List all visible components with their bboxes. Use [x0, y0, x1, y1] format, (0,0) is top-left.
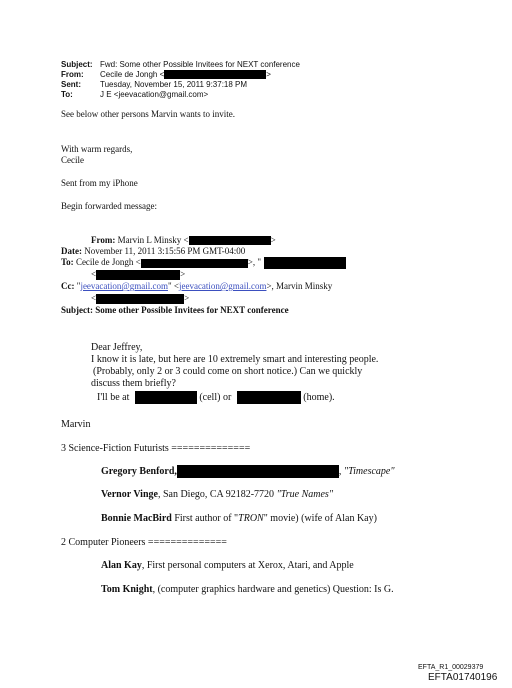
sent-from-line: Sent from my iPhone — [61, 178, 138, 188]
from-value: Cecile de Jongh < — [100, 70, 165, 79]
phone-intro: I'll be at — [97, 391, 130, 403]
benford-book: "Timescape" — [343, 465, 395, 477]
redaction-box — [264, 257, 346, 269]
redaction-box — [96, 270, 180, 280]
knight-entry — [101, 584, 394, 596]
fwd-to-row — [61, 257, 346, 269]
redaction-box — [237, 391, 301, 404]
redaction-box — [96, 294, 184, 304]
redaction-box — [164, 70, 266, 79]
fwd-date-value: November 11, 2011 3:15:56 PM GMT-04:00 — [84, 246, 246, 256]
to-value: J E <jeevacation@gmail.com> — [100, 90, 209, 99]
letter-line-4 — [97, 391, 335, 404]
kay-desc: , First personal computers at Xerox, Atari, and Apple — [141, 560, 354, 571]
benford-entry — [101, 465, 395, 478]
fwd-from-label: From: — [91, 235, 116, 245]
macbird-desc-a: First author of " — [171, 513, 239, 524]
fwd-subject-label: Subject: — [61, 305, 93, 315]
cc-email-link[interactable]: jeevacation@gmail.com — [178, 281, 267, 291]
letter-line-1: I know it is late, but here are 10 extremely smart and interesting people. — [91, 354, 379, 365]
fwd-cc-cont — [91, 293, 189, 304]
kay-name: Alan Kay — [101, 560, 142, 571]
fwd-from-value: Marvin L Minsky < — [117, 235, 189, 245]
fwd-gt: > — [184, 293, 190, 303]
bates-ref-1: EFTA_R1_00029379 — [418, 664, 484, 671]
from-close: > — [266, 70, 271, 79]
sender-name: Cecile — [61, 155, 84, 165]
sent-row — [61, 80, 300, 90]
to-label: To: — [61, 90, 73, 99]
kay-entry — [101, 560, 354, 572]
fwd-lt: < — [91, 293, 97, 303]
from-row — [61, 70, 300, 80]
vinge-book: "True Names" — [276, 489, 334, 500]
phone-cell: (cell) or — [199, 391, 232, 403]
phone-home: (home). — [303, 391, 335, 403]
pioneers-heading: 2 Computer Pioneers ============== — [61, 537, 227, 548]
knight-name: Tom Knight — [101, 584, 153, 595]
vinge-location: , San Diego, CA 92182-7720 — [157, 489, 275, 500]
from-label: From: — [61, 70, 84, 79]
benford-name: Gregory Benford, — [101, 465, 177, 477]
fwd-cc-row — [61, 281, 332, 292]
fwd-from-row — [91, 235, 276, 246]
to-row — [61, 90, 300, 100]
macbird-book: TRON — [238, 513, 264, 524]
fwd-date-label: Date: — [61, 246, 82, 256]
redaction-box — [135, 391, 197, 404]
fwd-to-cont — [91, 269, 185, 280]
vinge-entry — [101, 489, 333, 501]
bates-ref-2: EFTA01740196 — [428, 672, 498, 683]
fwd-gt: > — [180, 269, 186, 279]
fwd-date-row — [61, 246, 245, 257]
vinge-name: Vernor Vinge — [101, 489, 158, 500]
letter-line-3: discuss them briefly? — [91, 378, 176, 389]
regards-line: With warm regards, — [61, 144, 133, 154]
scifi-heading: 3 Science-Fiction Futurists ============== — [61, 443, 251, 454]
sent-value: Tuesday, November 15, 2011 9:37:18 PM — [100, 80, 248, 89]
fwd-from-close: > — [270, 235, 276, 245]
fwd-to-label: To: — [61, 257, 74, 268]
fwd-subject-value: Some other Possible Invitees for NEXT conference — [95, 305, 289, 315]
fwd-cc-label: Cc: — [61, 281, 75, 291]
fwd-lt: < — [91, 269, 97, 279]
benford-sep: , — [338, 465, 342, 477]
subject-value: Fwd: Some other Possible Invitees for NEXT conference — [100, 60, 300, 69]
cc-email-link[interactable]: jeevacation@gmail.com — [80, 281, 168, 291]
knight-desc: , (computer graphics hardware and genetics) Question: Is G. — [152, 584, 394, 595]
macbird-entry — [101, 513, 377, 525]
email-header — [61, 60, 300, 100]
macbird-name: Bonnie MacBird — [101, 513, 172, 524]
cc-quote: " — [76, 281, 81, 291]
cc-tail: >, Marvin Minsky — [266, 281, 333, 291]
subject-label: Subject: — [61, 60, 93, 69]
begin-forwarded: Begin forwarded message: — [61, 201, 157, 211]
redaction-box — [177, 465, 339, 478]
sent-label: Sent: — [61, 80, 81, 89]
intro-line: See below other persons Marvin wants to invite. — [61, 109, 235, 119]
fwd-subject-row — [61, 305, 289, 316]
cc-quote: " < — [167, 281, 179, 291]
letter-greeting: Dear Jeffrey, — [91, 342, 143, 353]
fwd-to-value: Cecile de Jongh < — [75, 257, 141, 268]
subject-row — [61, 60, 300, 70]
redaction-box — [141, 259, 248, 268]
letter-line-2: (Probably, only 2 or 3 could come on short notice.) Can we quickly — [93, 366, 363, 377]
redaction-box — [189, 236, 271, 245]
letter-signoff: Marvin — [61, 419, 91, 430]
fwd-to-mid: >, " — [247, 257, 261, 268]
macbird-desc-b: " movie) (wife of Alan Kay) — [263, 513, 377, 524]
